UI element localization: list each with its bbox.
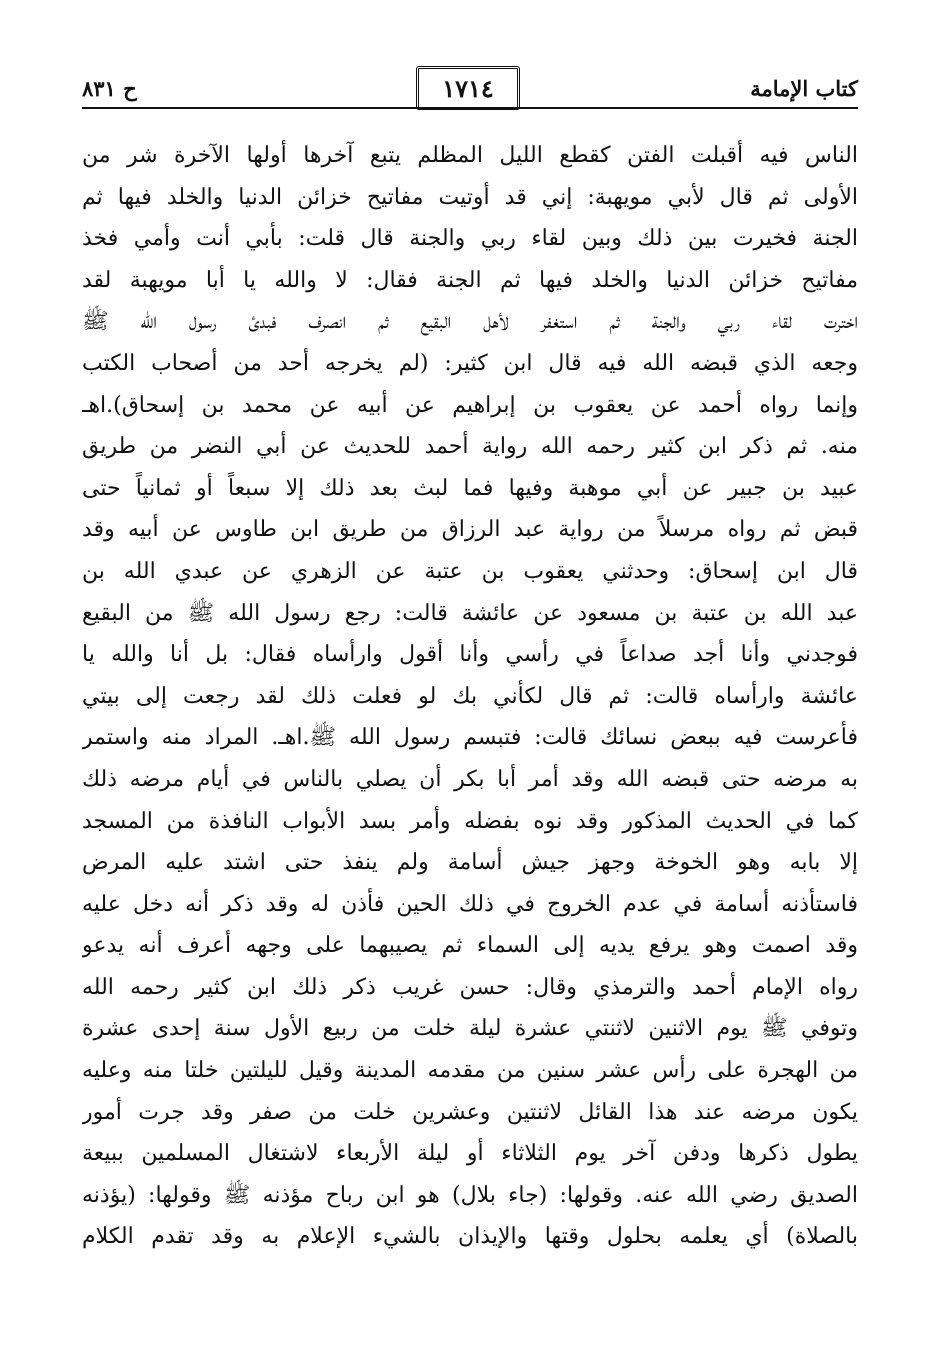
- text-line: من الهجرة على رأس عشر سنين من مقدمه المدينة وقيل لليلتين خلتا منه وعليه: [82, 1058, 858, 1084]
- page-header: [82, 66, 858, 124]
- text-line: الصديق رضي الله عنه. وقولها: (جاء بلال) هو ابن رباح مؤذنه ﷺ وقولها: (يؤذنه: [82, 1182, 858, 1208]
- text-line: عبيد بن جبير عن أبي موهبة وفيها فما لبث بعد ذلك إلا سبعاً أو ثمانياً حتى: [82, 475, 858, 501]
- text-line: الأولى ثم قال لأبي مويهبة: إني قد أوتيت مفاتيح خزائن الدنيا والخلد فيها ثم: [82, 184, 858, 210]
- text-line: منه. ثم ذكر ابن كثير رحمه الله رواية أحمد للحديث عن أبي النضر من طريق: [82, 434, 858, 460]
- text-line: إلا بابه وهو الخوخة وجهز جيش أسامة ولم ينفذ حتى اشتد عليه المرض: [82, 850, 858, 876]
- text-line: اخترت لقاء ربي والجنة ثم استغفر لأهل البقيع ثم انصرف فبدئ رسول الله ﷺ: [82, 309, 858, 335]
- hadith-reference: ح ٨٣١: [82, 76, 137, 101]
- text-line: وجعه الذي قبضه الله فيه قال ابن كثير: (لم يخرجه أحد من أصحاب الكتب: [82, 350, 858, 376]
- text-line: قال ابن إسحاق: وحدثني يعقوب بن عتبة عن الزهري عن عبدي الله بن: [82, 558, 858, 584]
- text-line: الجنة فخيرت بين ذلك وبين لقاء ربي والجنة قال قلت: بأبي أنت وأمي فخذ: [82, 226, 858, 252]
- header-rule: [82, 107, 858, 109]
- text-line: بالصلاة) أي يعلمه بحلول وقتها والإيذان بالشيء الإعلام به وقد تقدم الكلام: [82, 1224, 858, 1250]
- text-line: فأعرست فيه ببعض نسائك قالت: فتبسم رسول الله ﷺ.اهـ. المراد منه واستمر: [82, 725, 858, 751]
- text-line: وإنما رواه أحمد عن يعقوب بن إبراهيم عن أبيه عن محمد بن إسحاق).اهـ: [82, 392, 858, 418]
- text-line: عائشة وارأساه قالت: ثم قال لكأني بك لو فعلت ذلك لقد رجعت إلى بيتي: [82, 683, 858, 709]
- text-line: عبد الله بن عتبة بن مسعود عن عائشة قالت: رجع رسول الله ﷺ من البقيع: [82, 600, 858, 626]
- page-number: ١٧١٤: [416, 66, 520, 110]
- text-line: به مرضه حتى قبضه الله وقد أمر أبا بكر أن يصلي بالناس في أيام مرضه ذلك: [82, 766, 858, 792]
- text-line: رواه الإمام أحمد والترمذي وقال: حسن غريب ذكر ذلك ابن كثير رحمه الله: [82, 974, 858, 1000]
- text-line: يكون مرضه عند هذا القائل لاثنتين وعشرين خلت من صفر وقد جرت أمور: [82, 1099, 858, 1125]
- body-text: [82, 135, 858, 1258]
- text-line: وتوفي ﷺ يوم الاثنين لاثنتي عشرة ليلة خلت من ربيع الأول سنة إحدى عشرة: [82, 1016, 858, 1042]
- text-line: كما في الحديث المذكور وقد نوه بفضله وأمر بسد الأبواب النافذة من المسجد: [82, 808, 858, 834]
- text-line: قبض ثم رواه مرسلاً من رواية عبد الرزاق من طريق ابن طاوس عن أبيه وقد: [82, 517, 858, 543]
- text-line: فاستأذنه أسامة في عدم الخروج في ذلك الحين فأذن له وقد ذكر أنه دخل عليه: [82, 891, 858, 917]
- text-line: وقد اصمت وهو يرفع يديه إلى السماء ثم يصيبهما على وجهه أعرف أنه يدعو: [82, 933, 858, 959]
- chapter-title: كتاب الإمامة: [750, 76, 858, 101]
- text-line: مفاتيح خزائن الدنيا والخلد فيها ثم الجنة فقال: لا والله يا أبا مويهبة لقد: [82, 267, 858, 293]
- text-line: فوجدني وأنا أجد صداعاً في رأسي وأنا أقول وارأساه فقال: بل أنا والله يا: [82, 642, 858, 668]
- text-line: الناس فيه أقبلت الفتن كقطع الليل المظلم يتبع آخرها أولها الآخرة شر من: [82, 143, 858, 168]
- text-line: يطول ذكرها ودفن آخر يوم الثلاثاء أو ليلة الأربعاء لاشتغال المسلمين ببيعة: [82, 1141, 858, 1167]
